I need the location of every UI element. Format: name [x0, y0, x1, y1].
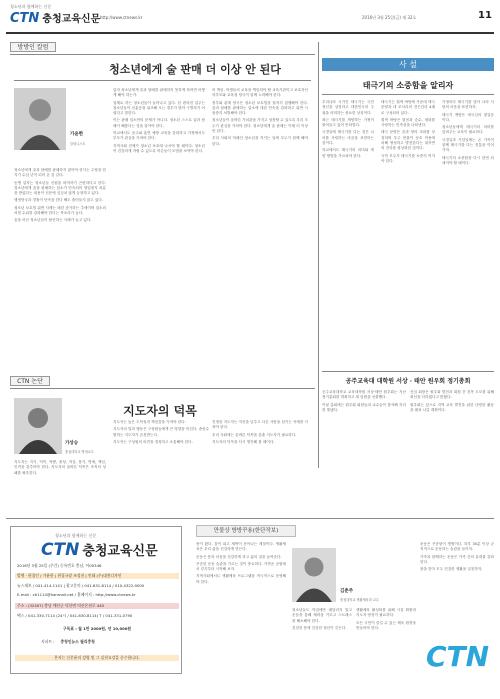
column-headline: 청소년에게 술 판매 더 이상 안 된다 — [109, 63, 281, 76]
headline-rule — [14, 80, 311, 81]
forum-body-1: 지도자는 지식, 덕목, 역량, 품성, 자질, 용기, 명예, 책임, 인격을 갖추어야 한다. 지도자의 올바른 덕목은 조직의 성패를 좌우한다. — [14, 460, 106, 475]
ad-row-address: 주소 : (32407) 충남 예산군 덕산면 덕산온천로 440 — [15, 603, 179, 609]
masthead — [0, 0, 500, 46]
forum-headline: 지도자의 덕목 — [123, 404, 197, 418]
portrait-icon — [14, 398, 62, 454]
bottom-author-role: 충청대학교 생활체육과 교수 — [340, 598, 379, 602]
editorial-body-3: 가정마다 태극기를 달아 나라 사랑의 마음을 표현하자. 태극기 게양은 애국심의 첫걸음이다. 청소년들에게 태극기의 의미를 알려주는 교육이 필요하다. 국경일과 기념일에는 온 가족이 함께 태극기를 다는 전통을 이어가자. 태극기의 소중함을 다시 한번 되새겨야 할 때이다. — [442, 100, 494, 165]
news-body-1: 공주교육대학교 교육대학원 서상·태안 원우회는 지난 정기총회를 개최하고 새 임원을 선출했다. 이날 총회에는 원우회 회원들과 교수들이 참석해 자리를 빛냈다. — [322, 390, 406, 412]
bottom-author-photo — [292, 548, 336, 602]
column-body-3: 의 책임. 학생들의 교육을 책임져야 할 교육기관이고 보호자인 학부모와 교육청 당국이 함께 노력해야 한다. 정부와 관계 당국은 청소년 보호법을 철저히 집행해야 한다. 술과 담배를 판매하는 업소에 대한 단속을 강화하고 위반 시 엄중히 처벌해야 한다. 청소년들이 올바른 가치관을 가지고 성장할 수 있도록 우리 모두가 관심을 가져야 한다. 청소년에게 술 판매는 이제 더 이상 안 된다. 우리 사회의 미래인 청소년을 지키는 일에 모두가 함께 해야 한다. — [212, 88, 308, 146]
column-body-2: 업자 청소년에게 술과 담배를 판매하지 못하게 하려면 어떻게 해야 하는가. 업체로 하는 청소년들이 늘어나고 있다. 한 편의점 업주는 청소년들이 신분증을 위조해 오는 경우가 많아 구별하기 어렵다고 말한다. 이는 판매 업소만의 문제가 아니다. 청소년 스스로 술과 담배가 해롭다는 것을 알아야 한다. 학교에서도 음주와 흡연 예방 교육을 강화하고 가정에서도 부모가 관심을 가져야 한다. 지역사회 전체가 청소년 보호에 나서야 할 때이다. 청소년이 건강하게 자랄 수 있도록 어른들이 모범을 보여야 한다. — [113, 88, 205, 153]
header-rule — [6, 32, 494, 34]
news-rule — [322, 371, 494, 372]
ad-row-ethics: 본지는 신문윤리 강령 및 그 실천요강을 준수합니다. — [15, 655, 179, 661]
column-rule — [10, 54, 315, 55]
logo-name: 충청교육신문 — [42, 14, 101, 25]
forum-body-2: 지도자는 높은 도덕성과 책임감을 가져야 한다. 지도자의 말과 행동은 구성원들에게 큰 영향을 미친다. 솔선수범하는 지도자가 존경받는다. 지도자는 구성원의 의견을 경청하고 소통해야 한다. — [113, 420, 209, 444]
issue-date: 2016년 3월 25일(금) 제 32호 — [362, 15, 417, 20]
ad-row-fax: 팩스 / 041-330-7114 (24시 / 041-630-8114) T / 041-331-0790 — [17, 613, 133, 618]
ad-row-partner — [41, 639, 171, 645]
footer-logo-ctn: CTN — [426, 640, 490, 673]
forum-author-role: 충청대학교 명예교수 — [65, 450, 94, 454]
ad-row-editor: 발행 · 편집인 / 가윤한 | 편집국장 조성헌 | 인쇄 (주)대전디자인 — [15, 573, 179, 579]
ad-partner-label: 지파트 : — [41, 639, 55, 644]
portrait-icon — [292, 548, 336, 602]
portrait-icon — [14, 88, 66, 150]
page-number: 11 — [478, 10, 492, 21]
logo-ctn: CTN — [10, 11, 40, 26]
ad-row-registration: 2016년 3월 25일 (주간) 등록번호 충남, 아00346 — [17, 563, 102, 568]
publisher-info-box — [10, 526, 182, 674]
author-photo — [14, 88, 66, 150]
forum-author-name: 가상승 — [65, 441, 79, 446]
news-headline: 공주교육대 대학원 서상 · 태안 원우회 정기총회 — [345, 378, 471, 385]
ad-row-phone: 뉴스제보 / 041-414-1141 | 광고문의 / 041-631-8114 / 010-4322-9000 — [17, 583, 145, 588]
ad-logo-name: 충청교육신문 — [82, 544, 158, 559]
ad-row-email[interactable]: E-mail : cti1114@hanmail.net / 홈페이지 : http://www.ctnews.kr — [17, 592, 136, 597]
column-divider — [318, 42, 319, 468]
forum-body-3: 진정한 지도자는 자신을 낮추고 다른 사람을 섬기는 자세를 가져야 한다. 우리 사회에는 올바른 덕목을 갖춘 지도자가 필요하다. 지도자의 덕목을 다시 생각해 볼 때이다. — [212, 420, 308, 444]
bottom-body-2: 청소년들도 학업에만 매달리지 말고 운동을 통해 체력을 기르고 스트레스를 해소해야 한다. 건강한 몸에 건강한 정신이 깃든다. — [292, 608, 352, 630]
site-url[interactable]: http://www.ctnews.kr — [100, 15, 143, 20]
masthead-logo[interactable] — [10, 10, 100, 26]
forum-author-photo — [14, 398, 62, 454]
forum-rule — [10, 388, 315, 389]
bottom-body-1: 봄이 왔다. 꽃이 피고 새싹이 돋아나는 계절이다. 생활체육은 우리 삶을 건강하게 만든다. 운동은 몸과 마음을 건강하게 하고 삶의 질을 높여준다. 꾸준한 운동 습관을 기르는 것이 중요하다. 가까운 공원에서 걷기부터 시작해 보자. 지역사회에서도 생활체육 프로그램을 적극적으로 운영해야 한다. — [196, 542, 286, 584]
editorial-rule — [322, 94, 494, 95]
lower-rule — [6, 518, 494, 519]
ad-partner-value: 충청인뉴스 필리충청 — [60, 639, 95, 644]
ad-slogan: 청소년과 함께하는 신문 — [55, 533, 97, 538]
masthead-slogan: 청소년과 함께하는 신문 — [10, 4, 52, 9]
editorial-body-1: 우리나라 국기인 태극기는 국민 정신을 상징하고 대한민국의 주권을 의미하는 중요한 상징이다. 최근 태극기를 게양하는 가정이 줄어들고 있어 안타깝다. 국경일에 태극기를 다는 것은 나라를 사랑하는 마음을 표현하는 것이다. 학교에서도 태극기의 의미와 게양 방법을 가르쳐야 한다. — [322, 100, 374, 158]
editorial-headline: 태극기의 소중함을 알리자 — [362, 80, 454, 90]
news-body-2: 신임 회장은 원우회 발전과 회원 간 친목 도모를 위해 최선을 다하겠다고 밝혔다. 원우회는 앞으로 지역 교육 발전을 위한 다양한 활동을 펼쳐 나갈 계획이다. — [410, 390, 494, 412]
bottom-body-3: 생활체육 활성화를 위해 시설 확충과 지도자 양성이 필요하다. 모든 국민이 즐길 수 있는 체육 환경을 만들어야 한다. — [356, 608, 416, 630]
author-name: 가윤한 — [70, 132, 84, 137]
ad-row-subscription: 구독료 : 월 1만 2000원, 년 10,000원 — [62, 626, 132, 631]
section-tab-editorial: 사 설 — [322, 58, 494, 71]
section-tab-bottom: 만물상 방방꾸용(한단작보) — [196, 525, 296, 537]
bottom-body-4: 운동은 꾸준함이 생명이다. 하루 30분 이상 규칙적으로 운동하는 습관을 들이자. 가족과 함께하는 운동은 가족 간의 유대를 강화한다. 봄을 맞아 모두 건강한 생활을 실천하자. — [420, 542, 494, 572]
ad-logo — [41, 540, 158, 560]
author-role: 칼럼니스트 — [70, 142, 86, 146]
editorial-body-2: 태극기는 흰색 바탕에 가운데 태극 문양과 네 모서리의 건곤감리 4괘로 구성되어 있다. 흰색 바탕은 밝음과 순수, 평화를 사랑하는 민족성을 나타낸다. 태극 문양은 음과 양의 조화를 상징하며 우주 만물이 상호 작용에 의해 생성하고 발전한다는 대자연의 진리를 형상화한 것이다. 국민 모두가 태극기를 소중히 여겨야 한다. — [381, 100, 435, 163]
section-tab-column: 방방인 칼럼 — [10, 42, 56, 52]
column-body-1: 청소년에게 술과 담배를 판매하지 않아야 한다는 주장을 한 지가 수십 년이 되어 온 것 같다. 동병 업자는 청소년들 신원을 파악하기 곤란하다고 한다. 청소년에게 술을 판매하는 업소가 단속되어 영업정지 처분을 받았다는 내용이 신문에 심심치 않게 등장하고 있다. 행정당국과 경찰이 단속을 한다 해도 줄어들지 않고 있다. 청소년 보호법 위반 사례는 매년 증가하는 추세이며 업소의 처벌 수위를 강화해야 한다는 목소리가 높다. 술을 마신 청소년들이 탈선하는 사례가 늘고 있다. — [14, 168, 106, 223]
ad-logo-ctn: CTN — [41, 540, 80, 560]
section-tab-forum: CTN 논단 — [10, 376, 50, 386]
bottom-author-name: 김춘주 — [340, 589, 354, 594]
